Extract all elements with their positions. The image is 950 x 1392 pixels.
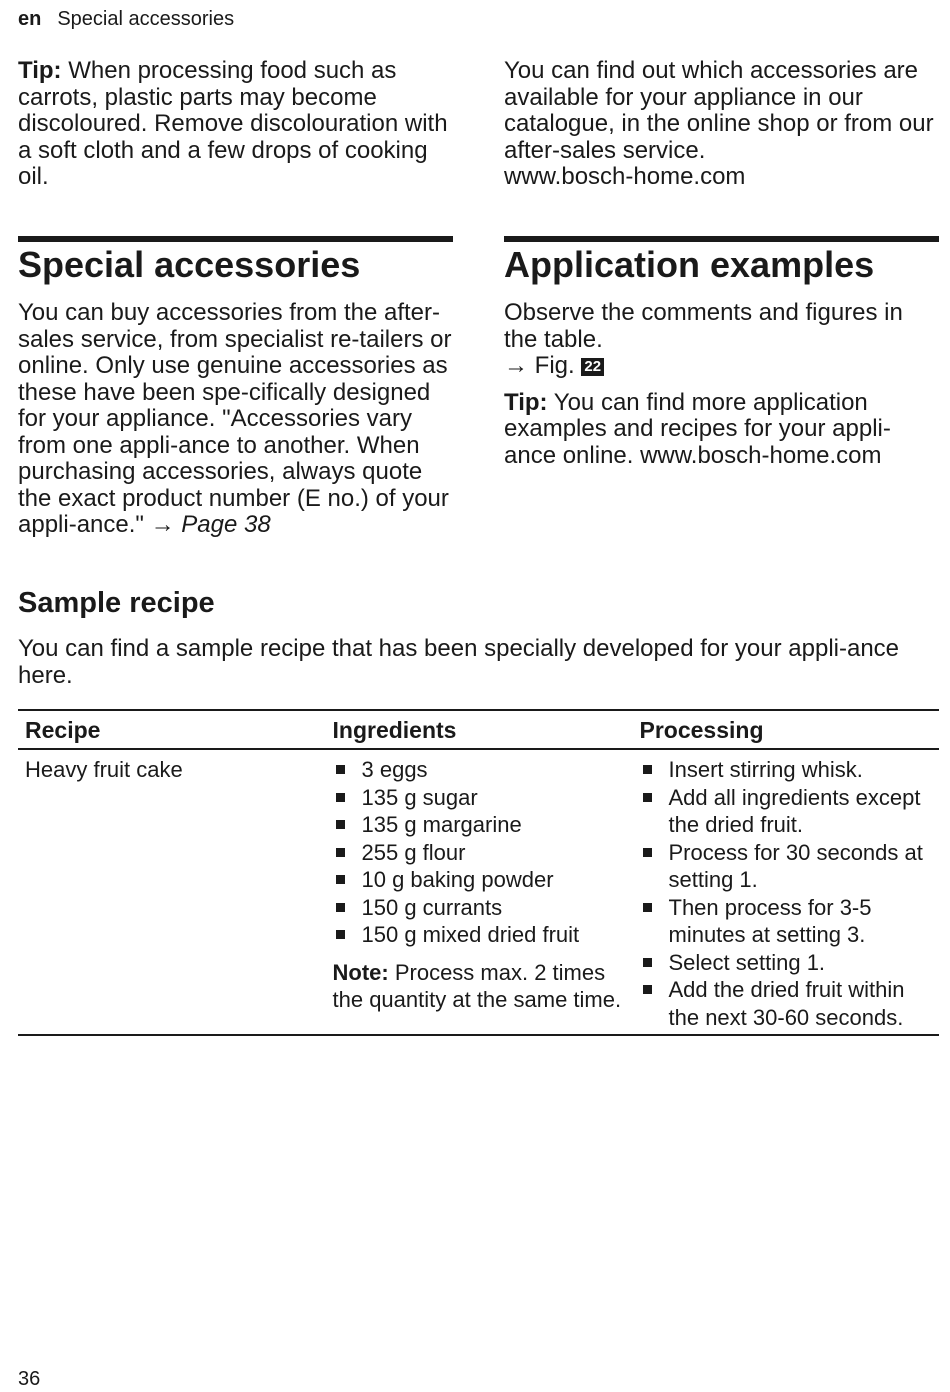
section-name: Special accessories [57,8,235,30]
running-header [18,8,234,31]
recipe-name-cell: Heavy fruit cake [18,749,325,1035]
list-item: 10 g baking powder [333,866,625,894]
tip-label: Tip: [504,388,548,416]
ingredients-list [333,756,625,949]
figure-label: Fig. [534,352,575,379]
list-item: 150 g mixed dried fruit [333,921,625,949]
section-rule-left [18,236,453,242]
tip-block-left [18,58,456,191]
table-row [18,749,939,1035]
special-accessories-text: You can buy accessories from the after-sales service, from specialist re-tailers or online. Only use genuine accessories as these have been spe-cifically designed for your appliance. "Accessories vary from one appli-ance to another. When purchasing accessories, always quote the exact product number (E no.) of your appli-ance." [18,299,452,538]
list-item: 135 g sugar [333,784,625,812]
availability-text: You can find out which accessories are available for your appliance in our catalogue, in the online shop or from our after-sales service. [504,57,934,164]
list-item: Select setting 1. [640,949,933,977]
bosch-url: www.bosch-home.com [504,163,746,190]
recipe-table [18,709,939,1036]
list-item: 135 g margarine [333,811,625,839]
application-examples-text: Observe the comments and figures in the table. [504,299,903,353]
note-label: Note: [332,959,389,985]
figure-number-badge[interactable]: 22 [581,358,604,376]
list-item: Then process for 3-5 minutes at setting 3. [640,894,933,949]
sample-recipe-heading: Sample recipe [18,587,215,619]
processing-cell [632,749,939,1035]
tip-text: When processing food such as carrots, plastic parts may become discoloured. Remove discolouration with a soft cloth and a few drops of cooking oil. [18,57,448,190]
processing-list [640,756,933,1031]
column-header-processing: Processing [632,710,939,749]
column-header-recipe: Recipe [18,710,325,749]
page-number: 36 [18,1368,41,1390]
accessories-availability-block [504,58,940,191]
arrow-icon: → [504,352,528,379]
application-examples-heading: Application examples [504,244,875,285]
note-text: Process max. 2 times the quantity at the same time. [332,959,622,1012]
list-item: 3 eggs [333,756,625,784]
list-item: Add all ingredients except the dried fruit. [640,784,933,839]
list-item: Insert stirring whisk. [640,756,933,784]
table-header-row [18,710,939,749]
list-item: Add the dried fruit within the next 30-60 seconds. [640,976,933,1031]
tip-label: Tip: [18,57,62,84]
list-item: Process for 30 seconds at setting 1. [640,839,933,894]
special-accessories-heading: Special accessories [18,244,361,285]
note [333,959,625,1013]
application-examples-body [504,300,940,469]
tip-text: You can find more application examples and recipes for your appli-ance online. www.bosch-home.com [504,388,891,469]
ingredients-cell [325,749,632,1035]
sample-recipe-intro: You can find a sample recipe that has been specially developed for your appli-ance here. [18,635,900,689]
page-reference-link[interactable]: Page 38 [181,511,271,538]
special-accessories-body [18,300,456,539]
arrow-icon: → [150,511,175,538]
section-rule-right [504,236,939,242]
language-code: en [18,8,42,30]
column-header-ingredients: Ingredients [325,710,632,749]
list-item: 150 g currants [333,894,625,922]
list-item: 255 g flour [333,839,625,867]
